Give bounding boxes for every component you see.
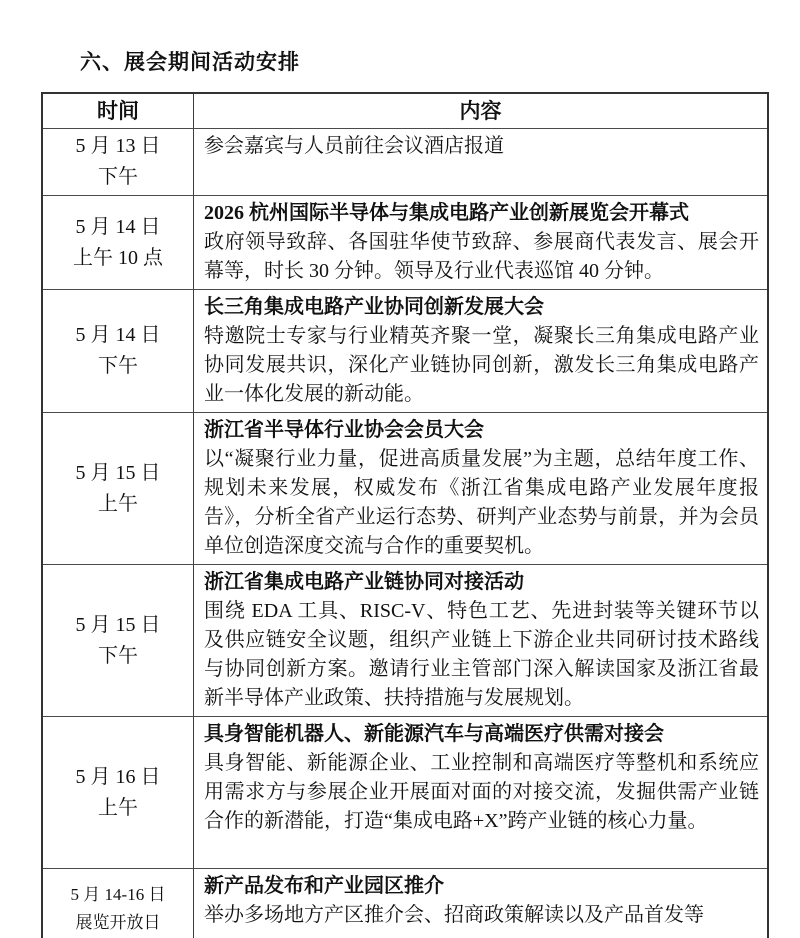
event-description: 参会嘉宾与人员前往会议酒店报道 bbox=[204, 135, 504, 157]
table-row bbox=[43, 412, 767, 564]
time-period: 下午 bbox=[98, 166, 138, 188]
event-title: 新产品发布和产业园区推介 bbox=[204, 875, 444, 897]
time-period: 上午 bbox=[98, 796, 138, 819]
content-cell bbox=[194, 717, 767, 868]
table-row bbox=[43, 564, 767, 716]
event-title: 浙江省半导体行业协会会员大会 bbox=[204, 419, 484, 441]
content-cell bbox=[194, 413, 767, 564]
time-column-header: 时间 bbox=[43, 94, 194, 128]
content-cell bbox=[194, 565, 767, 716]
time-cell bbox=[43, 413, 194, 564]
content-cell bbox=[194, 290, 767, 412]
event-title: 长三角集成电路产业协同创新发展大会 bbox=[204, 296, 544, 318]
time-date: 5 月 16 日 bbox=[75, 765, 161, 788]
time-date: 5 月 13 日 bbox=[75, 135, 161, 157]
event-description: 特邀院士专家与行业精英齐聚一堂，凝聚长三角集成电路产业协同发展共识，深化产业链协同创新，激发长三角集成电路产业一体化发展的新动能。 bbox=[204, 325, 759, 405]
time-period: 上午 bbox=[98, 492, 138, 515]
event-description: 具身智能、新能源企业、工业控制和高端医疗等整机和系统应用需求方与参展企业开展面对面的对接交流，发掘供需产业链合作的新潜能，打造“集成电路+X”跨产业链的核心力量。 bbox=[204, 752, 759, 832]
time-date: 5 月 14-16 日 bbox=[70, 885, 166, 904]
time-period: 下午 bbox=[98, 355, 138, 377]
time-cell bbox=[43, 290, 194, 412]
time-cell bbox=[43, 869, 194, 938]
content-cell bbox=[194, 869, 767, 938]
event-title: 2026 杭州国际半导体与集成电路产业创新展览会开幕式 bbox=[204, 202, 689, 224]
content-cell bbox=[194, 129, 767, 195]
content-column-header: 内容 bbox=[459, 99, 502, 123]
table-row bbox=[43, 716, 767, 868]
time-period: 上午 10 点 bbox=[73, 246, 163, 269]
time-period: 下午 bbox=[98, 644, 138, 667]
time-date: 5 月 14 日 bbox=[75, 324, 161, 346]
table-header-row bbox=[43, 94, 767, 128]
event-description: 以“凝聚行业力量，促进高质量发展”为主题，总结年度工作、规划未来发展，权威发布《浙江省集成电路产业发展年度报告》，分析全省产业运行态势、研判产业态势与前景，并为会员单位创造深度交流与合作的重要契机。 bbox=[204, 448, 759, 557]
time-cell bbox=[43, 129, 194, 195]
time-date: 5 月 15 日 bbox=[75, 461, 161, 484]
time-cell bbox=[43, 717, 194, 868]
time-date: 5 月 14 日 bbox=[75, 215, 161, 238]
event-description: 围绕 EDA 工具、RISC-V、特色工艺、先进封装等关键环节以及供应链安全议题，组织产业链上下游企业共同研讨技术路线与协同创新方案。邀请行业主管部门深入解读国家及浙江省最新半导体产业政策、扶持措施与发展规划。 bbox=[204, 600, 759, 709]
table-row bbox=[43, 195, 767, 289]
time-cell bbox=[43, 565, 194, 716]
content-cell bbox=[194, 196, 767, 289]
event-title: 具身智能机器人、新能源汽车与高端医疗供需对接会 bbox=[204, 723, 664, 745]
table-row bbox=[43, 289, 767, 412]
event-description: 政府领导致辞、各国驻华使节致辞、参展商代表发言、展会开幕等，时长 30 分钟。领导及行业代表巡馆 40 分钟。 bbox=[204, 231, 759, 282]
table-row bbox=[43, 128, 767, 195]
event-description: 举办多场地方产区推介会、招商政策解读以及产品首发等 bbox=[204, 904, 704, 926]
activity-schedule-table bbox=[41, 92, 769, 938]
time-date: 5 月 15 日 bbox=[75, 613, 161, 636]
table-row bbox=[43, 868, 767, 938]
event-title: 浙江省集成电路产业链协同对接活动 bbox=[204, 571, 524, 593]
time-cell bbox=[43, 196, 194, 289]
section-title: 六、展会期间活动安排 bbox=[80, 50, 300, 74]
time-period: 展览开放日 bbox=[75, 913, 161, 932]
